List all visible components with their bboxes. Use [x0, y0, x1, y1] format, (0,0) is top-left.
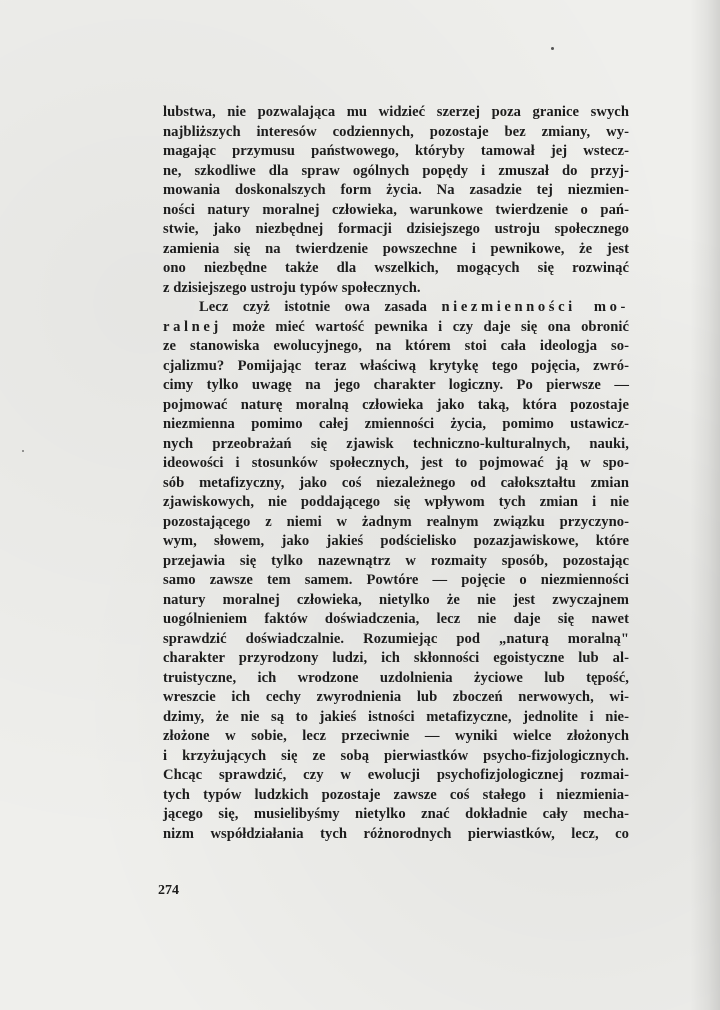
text-line: sprawdzić doświadczalnie. Rozumiejąc pod „naturą moralną" [163, 630, 629, 647]
text-line: charakter przyrodzony ludzi, ich skłonności egoistyczne lub al- [163, 650, 629, 666]
paper-speck [22, 450, 24, 452]
text-line: sób metafizyczny, jako coś niezależnego od całokształtu zmian [163, 474, 629, 491]
text-line: magając przymusu państwowego, któryby tamował jej wstecz- [163, 143, 629, 159]
text-line-spaced [163, 318, 629, 338]
page-number: 274 [158, 883, 179, 898]
text-line: cimy tylko uwagę na jego charakter logiczny. Po pierwsze — [163, 377, 629, 393]
text-line: natury moralnej człowieka, nietylko że nie jest zwyczajnem [163, 591, 629, 608]
text-line: stwie, jako niezbędnej formacji dzisiejszego ustroju społecznego [163, 221, 629, 237]
text-line: z dzisiejszego ustroju typów społecznych. [163, 279, 421, 296]
text-fragment: Lecz czyż istotnie owa zasada [199, 299, 442, 315]
text-line: cjalizmu? Pomijając teraz właściwą krytykę tego pojęcia, zwró- [163, 357, 629, 374]
paper-speck [551, 47, 554, 50]
text-line: dzimy, że nie są to jakieś istności metafizyczne, jednolite i nie- [163, 708, 629, 725]
text-line: jącego się, musielibyśmy nietylko znać dokładnie cały mecha- [163, 806, 629, 822]
text-line: lubstwa, nie pozwalająca mu widzieć szerzej poza granice swych [163, 104, 629, 120]
emphasized-spaced-word: ralnej [163, 318, 222, 335]
text-line: pozostającego z niemi w żadnym realnym związku przyczyno- [163, 513, 629, 530]
text-line: niezmienna pomimo całej zmienności życia, pomimo ustawicz- [163, 416, 629, 432]
text-line: zjawiskowych, nie poddającego się wpływom tych zmian i nie [163, 494, 629, 510]
text-line: tych typów ludzkich pozostaje zawsze coś stałego i niezmienia- [163, 786, 629, 803]
text-line: samo zawsze tem samem. Powtóre — pojęcie o niezmienności [163, 572, 629, 588]
text-line: najbliższych interesów codziennych, pozostaje bez zmiany, wy- [163, 123, 629, 140]
text-line: mowania doskonalszych form życia. Na zasadzie tej niezmien- [163, 182, 629, 198]
text-line: ono niezbędne także dla wszelkich, mogących się rozwinąć [163, 260, 629, 276]
page-edge-shadow [690, 0, 720, 1010]
text-line: zamienia się na twierdzenie powszechne i pewnikowe, że jest [163, 240, 629, 257]
text-line: złożone w sobie, lecz przeciwnie — wyniki wielce złożonych [163, 728, 629, 744]
text-line-spaced [163, 298, 629, 318]
text-line: ne, szkodliwe dla spraw ogólnych popędy i zmuszał do przyj- [163, 162, 629, 179]
body-text [163, 103, 629, 844]
text-line: pojmować naturę moralną człowieka jako taką, która pozostaje [163, 396, 629, 413]
text-line: wym, słowem, jako jakieś podścielisko pozazjawiskowe, które [163, 533, 629, 549]
text-line: uogólnieniem faktów doświadczenia, lecz nie daje się nawet [163, 611, 629, 627]
text-line: nizm współdziałania tych różnorodnych pierwiastków, lecz, co [163, 825, 629, 842]
text-line: nych przeobrażań się zjawisk techniczno-kulturalnych, nauki, [163, 435, 629, 452]
text-line: truistyczne, ich wrodzone uzdolnienia życiowe lub tępość, [163, 669, 629, 686]
text-line: i krzyżujących się ze sobą pierwiastków psycho-fizjologicznych. [163, 747, 629, 764]
text-line: ności natury moralnej człowieka, warunkowe twierdzenie o pań- [163, 201, 629, 218]
text-line: wreszcie ich cechy zwyrodnienia lub zboczeń nerwowych, wi- [163, 689, 629, 705]
text-fragment: może mieć wartość pewnika i czy daje się ona obronić [221, 318, 629, 335]
text-line: Chcąc sprawdzić, czy w ewolucji psychofizjologicznej rozmai- [163, 767, 629, 783]
text-line: ideowości i stosunków społecznych, jest to pojmować ją w spo- [163, 455, 629, 471]
emphasized-spaced-word: niezmienności mo- [441, 299, 629, 315]
text-line: ze stanowiska ewolucyjnego, na którem stoi cała ideologja so- [163, 338, 629, 354]
text-line: przejawia się tylko nazewnątrz w rozmaity sposób, pozostając [163, 552, 629, 569]
